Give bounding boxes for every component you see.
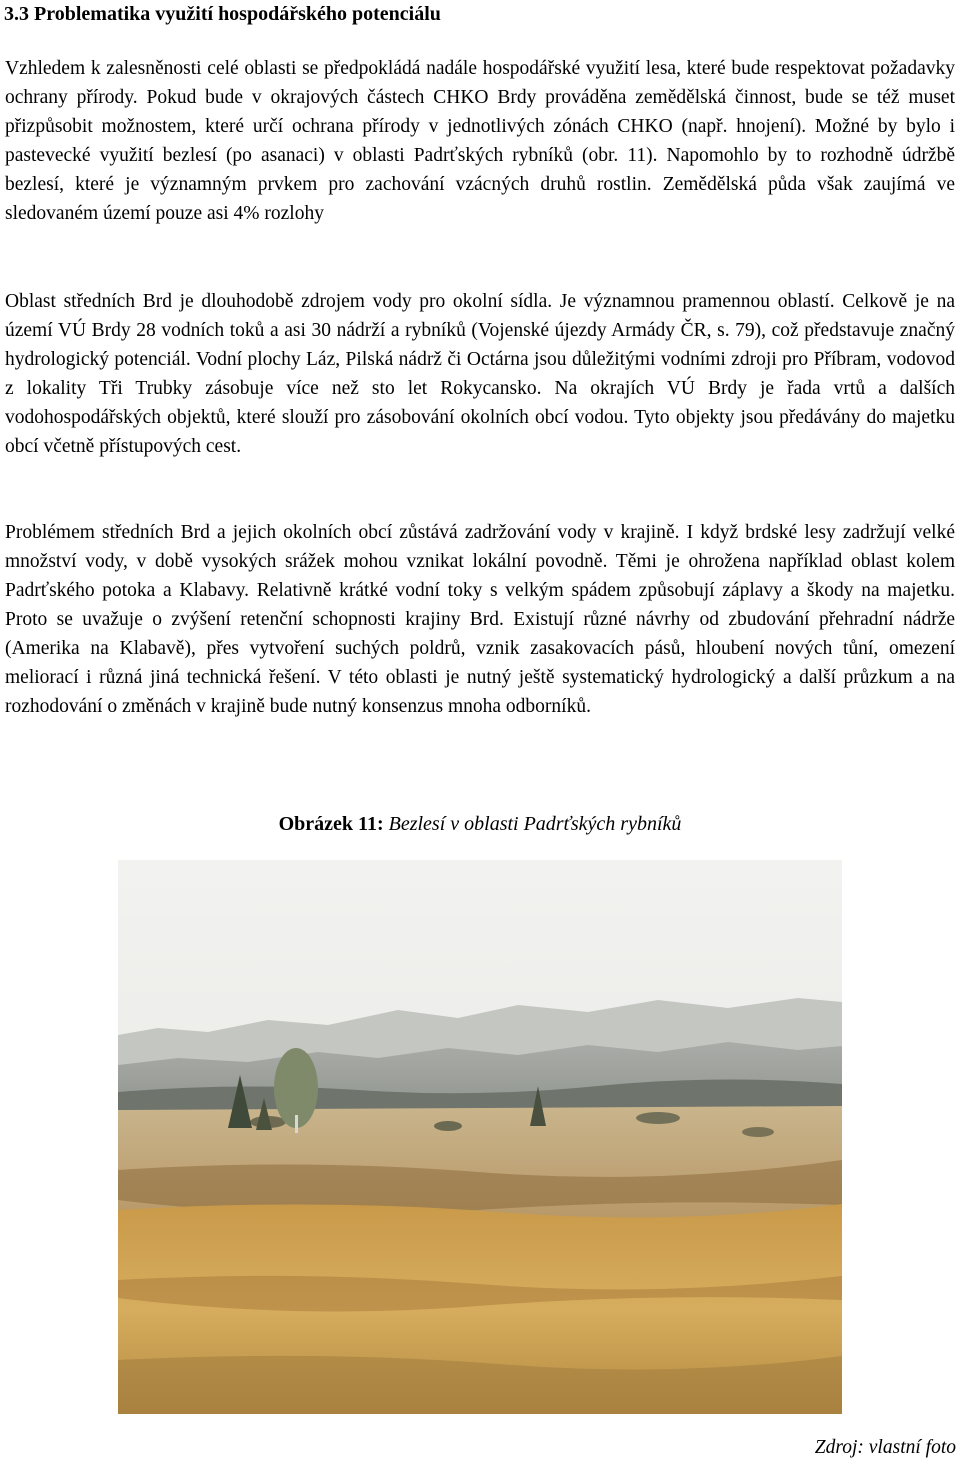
paragraph-land-use: Vzhledem k zalesněnosti celé oblasti se předpokládá nadále hospodářské využití lesa, které bude respektovat požadavky ochrany přírody. Pokud bude v okrajových částech CHKO Brdy prováděna zemědělská činnost, bude se též muset přizpůsobit možnostem, které určí ochrana přírody v jednotlivých zónách CHKO (např. hnojení). Možné by bylo i pastevecké využití bezlesí (po asanaci) v oblasti Padrťských rybníků (obr. 11). Napomohlo by to rozhodně údržbě bezlesí, které je významným prvkem pro zachování vzácných druhů rostlin. Zemědělská půda však zaujímá ve sledovaném území pouze asi 4% rozlohy	[5, 58, 955, 224]
figure-source: Zdroj: vlastní foto	[814, 1437, 956, 1458]
landscape-photo	[118, 860, 842, 1414]
figure-label: Obrázek 11:	[278, 813, 384, 835]
section-heading: 3.3 Problematika využití hospodářského potenciálu	[4, 3, 441, 25]
paragraph-water-sources: Oblast středních Brd je dlouhodobě zdrojem vody pro okolní sídla. Je významnou pramennou oblastí. Celkově je na území VÚ Brdy 28 vodních toků a asi 30 nádrží a rybníků (Vojenské újezdy Armády ČR, s. 79), což představuje značný hydrologický potenciál. Vodní plochy Láz, Pilská nádrž či Octárna jsou důležitými vodními zdroji pro Příbram, vodovod z lokality Tři Trubky zásobuje více než sto let Rokycansko. Na okrajích VÚ Brdy je řada vrtů a dalších vodohospodářských objektů, které slouží pro zásobování okolních obcí vodou. Tyto objekty jsou předávány do majetku obcí včetně přístupových cest.	[5, 291, 955, 457]
figure-caption	[0, 812, 960, 836]
paragraph-water-retention: Problémem středních Brd a jejich okolních obcí zůstává zadržování vody v krajině. I když brdské lesy zadržují velké množství vody, v době vysokých srážek mohou vznikat lokální povodně. Těmi je ohrožena například oblast kolem Padrťského potoka a Klabavy. Relativně krátké vodní toky s velkým spádem způsobují záplavy a škody na majetku. Proto se uvažuje o zvýšení retenční schopnosti krajiny Brd. Existují různé návrhy od zbudování přehradní nádrže (Amerika na Klabavě), přes vytvoření suchých poldrů, vznik zasakovacích pásů, hloubení nových tůní, omezení meliorací i různá jiná technická řešení. V této oblasti je nutný ještě systematický hydrologický a další průzkum a na rozhodování o změnách v krajině bude nutný konsenzus mnoha odborníků.	[5, 522, 955, 717]
figure-title: Bezlesí v oblasti Padrťských rybníků	[388, 813, 682, 835]
